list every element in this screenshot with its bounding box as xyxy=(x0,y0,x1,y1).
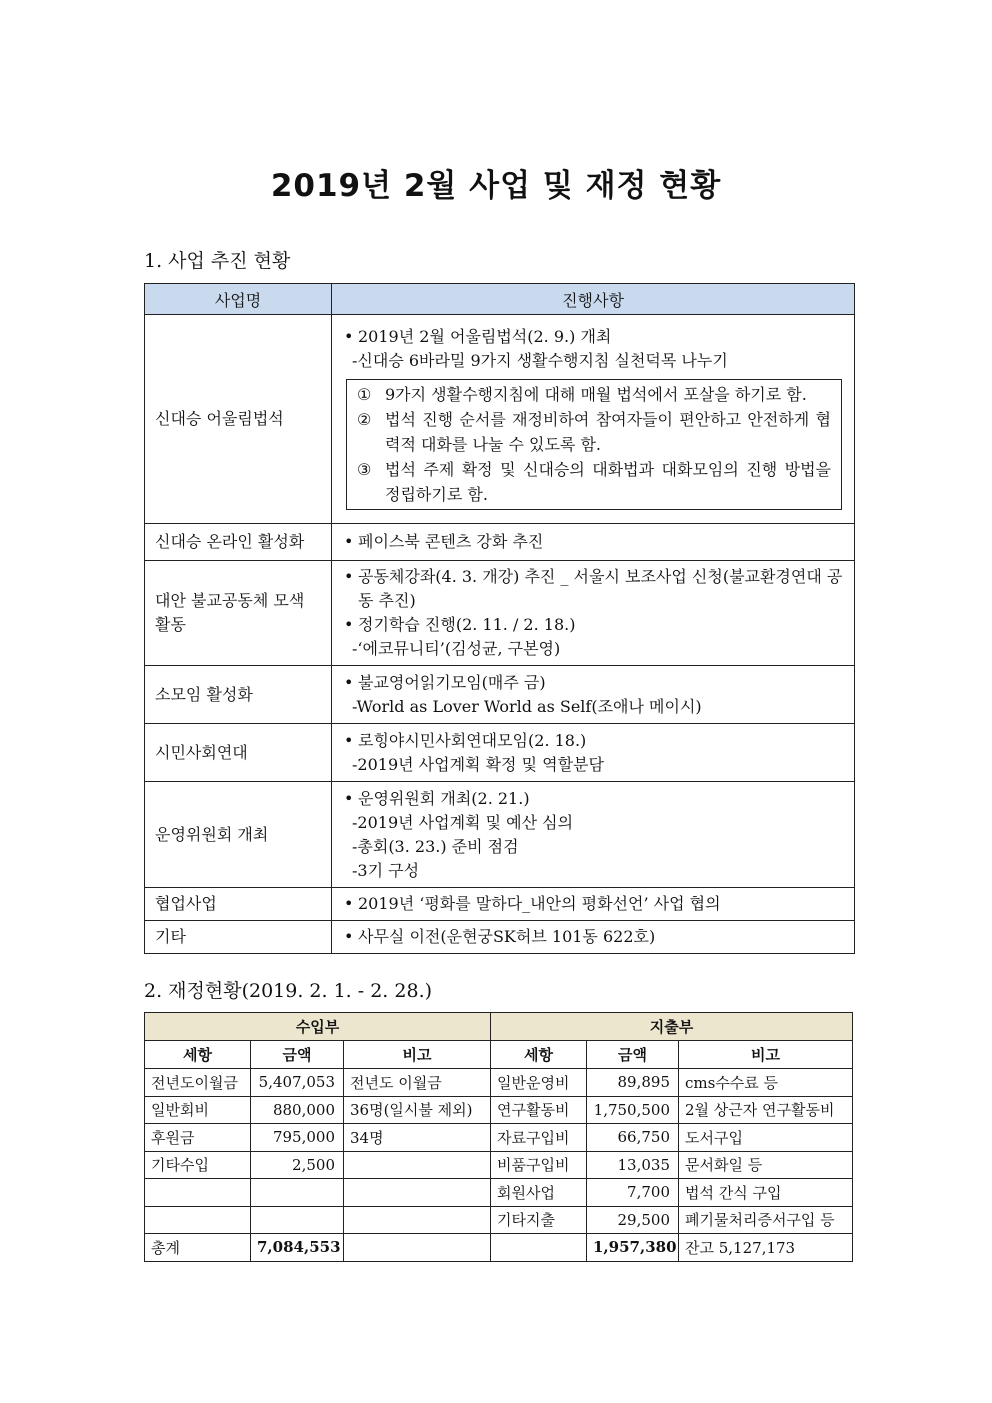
table-row xyxy=(145,666,855,724)
income-item-cell xyxy=(145,1179,251,1207)
expense-note-cell: 도서구입 xyxy=(679,1124,853,1152)
bullet-text: 불교영어읽기모임(매주 금) xyxy=(358,672,546,692)
decision-text: 법석 진행 순서를 재정비하여 참여자들이 편안하고 안전하게 협력적 대화를 나눌 수 있도록 함. xyxy=(385,409,831,454)
expense-item-cell xyxy=(491,1234,587,1262)
business-name-cell: 소모임 활성화 xyxy=(145,666,332,724)
bullet-item xyxy=(344,892,844,916)
finance-table xyxy=(144,1012,853,1262)
expense-amount-cell: 66,750 xyxy=(587,1124,679,1152)
progress-cell xyxy=(332,921,855,954)
bullet-dot-icon: • xyxy=(344,326,354,346)
table-row xyxy=(145,782,855,888)
income-group-header: 수입부 xyxy=(145,1013,491,1041)
decision-text: 9가지 생활수행지침에 대해 매월 법석에서 포살을 하기로 함. xyxy=(385,384,807,404)
bullet-item xyxy=(344,613,844,637)
bullet-dot-icon: • xyxy=(344,532,354,551)
decision-item xyxy=(357,407,831,457)
bullet-dot-icon: • xyxy=(344,927,354,946)
finance-column-headers xyxy=(145,1041,853,1069)
bullet-item xyxy=(344,925,844,949)
sub-item: -2019년 사업계획 및 예산 심의 xyxy=(352,812,574,832)
progress-cell xyxy=(332,724,855,782)
expense-note-cell: 법석 간식 구입 xyxy=(679,1179,853,1207)
circled-number: ② xyxy=(357,409,372,429)
expense-note-cell: 폐기물처리증서구입 등 xyxy=(679,1206,853,1234)
table-row xyxy=(145,561,855,666)
business-name-cell: 협업사업 xyxy=(145,888,332,921)
business-name-cell: 시민사회연대 xyxy=(145,724,332,782)
income-amount-cell: 2,500 xyxy=(251,1151,344,1179)
income-amount-cell: 795,000 xyxy=(251,1124,344,1152)
table-row xyxy=(145,888,855,921)
page-title: 2019년 2월 사업 및 재정 현황 xyxy=(270,168,722,204)
table-row xyxy=(145,1206,853,1234)
column-header-progress: 진행사항 xyxy=(332,284,855,315)
bullet-dot-icon: • xyxy=(344,615,354,634)
progress-cell xyxy=(332,782,855,888)
bullet-dot-icon: • xyxy=(344,672,354,692)
expense-item-cell: 비품구입비 xyxy=(491,1151,587,1179)
expense-item-cell: 자료구입비 xyxy=(491,1124,587,1152)
table-row xyxy=(145,1069,853,1097)
progress-cell xyxy=(332,524,855,561)
expense-note-cell: 2월 상근자 연구활동비 xyxy=(679,1096,853,1124)
income-item-cell: 후원금 xyxy=(145,1124,251,1152)
income-note-cell xyxy=(344,1179,491,1207)
income-note-cell: 전년도 이월금 xyxy=(344,1069,491,1097)
section-1-heading: 1. 사업 추진 현황 xyxy=(144,250,291,272)
table-row xyxy=(145,1179,853,1207)
expense-amount-cell: 1,750,500 xyxy=(587,1096,679,1124)
section-2-heading: 2. 재정현황(2019. 2. 1. - 2. 28.) xyxy=(144,980,433,1002)
income-note-cell: 36명(일시불 제외) xyxy=(344,1096,491,1124)
sub-item: -3기 구성 xyxy=(352,860,420,880)
business-status-table xyxy=(144,283,855,954)
table-row xyxy=(145,524,855,561)
income-note-cell xyxy=(344,1151,491,1179)
table-row xyxy=(145,1124,853,1152)
sub-item: -World as Lover World as Self(조애나 메이시) xyxy=(352,696,702,716)
expense-amount-cell: 29,500 xyxy=(587,1206,679,1234)
bullet-dot-icon: • xyxy=(344,567,354,586)
expense-amount-cell: 13,035 xyxy=(587,1151,679,1179)
bullet-dot-icon: • xyxy=(344,894,354,913)
income-amount-cell xyxy=(251,1206,344,1234)
expense-amount-cell: 89,895 xyxy=(587,1069,679,1097)
circled-number: ① xyxy=(357,384,372,404)
expense-amount-cell: 1,957,380 xyxy=(587,1234,679,1262)
decision-text: 법석 주제 확정 및 신대승의 대화법과 대화모임의 진행 방법을 정립하기로 함. xyxy=(385,459,831,504)
bullet-text: 로힝야시민사회연대모임(2. 18.) xyxy=(358,730,587,750)
column-header-note: 비고 xyxy=(344,1041,491,1069)
bullet-item xyxy=(344,729,844,753)
decision-item xyxy=(357,382,831,407)
column-header-note: 비고 xyxy=(679,1041,853,1069)
bullet-item xyxy=(344,325,844,349)
expense-note-cell: 문서화일 등 xyxy=(679,1151,853,1179)
expense-note-cell: cms수수료 등 xyxy=(679,1069,853,1097)
decision-box xyxy=(346,379,842,510)
sub-item: -‘에코뮤니티’(김성균, 구본영) xyxy=(352,639,561,658)
business-name-cell: 대안 불교공동체 모색 활동 xyxy=(145,561,332,666)
progress-cell xyxy=(332,561,855,666)
business-name-cell: 신대승 어울림법석 xyxy=(145,315,332,524)
expense-item-cell: 회원사업 xyxy=(491,1179,587,1207)
business-name-cell: 운영위원회 개최 xyxy=(145,782,332,888)
income-amount-cell: 5,407,053 xyxy=(251,1069,344,1097)
bullet-text: 사무실 이전(운현궁SK허브 101동 622호) xyxy=(358,927,656,946)
circled-number: ③ xyxy=(357,459,372,479)
income-amount-cell xyxy=(251,1179,344,1207)
income-item-cell: 기타수입 xyxy=(145,1151,251,1179)
table-row xyxy=(145,921,855,954)
decision-item xyxy=(357,457,831,507)
table-row xyxy=(145,1151,853,1179)
income-item-cell: 일반회비 xyxy=(145,1096,251,1124)
table-row xyxy=(145,724,855,782)
column-header-item: 세항 xyxy=(491,1041,587,1069)
income-note-cell xyxy=(344,1206,491,1234)
bullet-text: 운영위원회 개최(2. 21.) xyxy=(358,788,530,808)
sub-item: -신대승 6바라밀 9가지 생활수행지침 실천덕목 나누기 xyxy=(352,350,728,370)
progress-cell xyxy=(332,315,855,524)
sub-item: -총회(3. 23.) 준비 점검 xyxy=(352,836,519,856)
bullet-text: 2019년 ‘평화를 말하다_내안의 평화선언’ 사업 협의 xyxy=(358,894,721,913)
table-row xyxy=(145,315,855,524)
income-amount-cell: 880,000 xyxy=(251,1096,344,1124)
total-label: 총계 xyxy=(145,1234,251,1262)
expense-item-cell: 일반운영비 xyxy=(491,1069,587,1097)
progress-cell xyxy=(332,666,855,724)
bullet-text: 페이스북 콘텐츠 강화 추진 xyxy=(358,532,544,551)
expense-note-cell: 잔고 5,127,173 xyxy=(679,1234,853,1262)
column-header-business-name: 사업명 xyxy=(145,284,332,315)
column-header-amount: 금액 xyxy=(251,1041,344,1069)
progress-cell xyxy=(332,888,855,921)
bullet-text: 공동체강좌(4. 3. 개강) 추진 _ 서울시 보조사업 신청(불교환경연대 공동 추진) xyxy=(358,567,843,610)
bullet-text: 2019년 2월 어울림법석(2. 9.) 개최 xyxy=(358,326,612,346)
table-row xyxy=(145,1096,853,1124)
column-header-item: 세항 xyxy=(145,1041,251,1069)
bullet-text: 정기학습 진행(2. 11. / 2. 18.) xyxy=(358,615,576,634)
bullet-dot-icon: • xyxy=(344,788,354,808)
expense-group-header: 지출부 xyxy=(491,1013,853,1041)
business-name-cell: 신대승 온라인 활성화 xyxy=(145,524,332,561)
sub-item: -2019년 사업계획 확정 및 역할분담 xyxy=(352,754,604,774)
bullet-item xyxy=(344,565,844,613)
total-row xyxy=(145,1234,853,1262)
bullet-dot-icon: • xyxy=(344,730,354,750)
bullet-item xyxy=(344,787,844,811)
bullet-item xyxy=(344,530,844,554)
income-note-cell: 34명 xyxy=(344,1124,491,1152)
bullet-item xyxy=(344,671,844,695)
income-note-cell xyxy=(344,1234,491,1262)
expense-amount-cell: 7,700 xyxy=(587,1179,679,1207)
income-amount-cell: 7,084,553 xyxy=(251,1234,344,1262)
column-header-amount: 금액 xyxy=(587,1041,679,1069)
income-item-cell xyxy=(145,1206,251,1234)
income-item-cell: 전년도이월금 xyxy=(145,1069,251,1097)
expense-item-cell: 기타지출 xyxy=(491,1206,587,1234)
business-name-cell: 기타 xyxy=(145,921,332,954)
expense-item-cell: 연구활동비 xyxy=(491,1096,587,1124)
